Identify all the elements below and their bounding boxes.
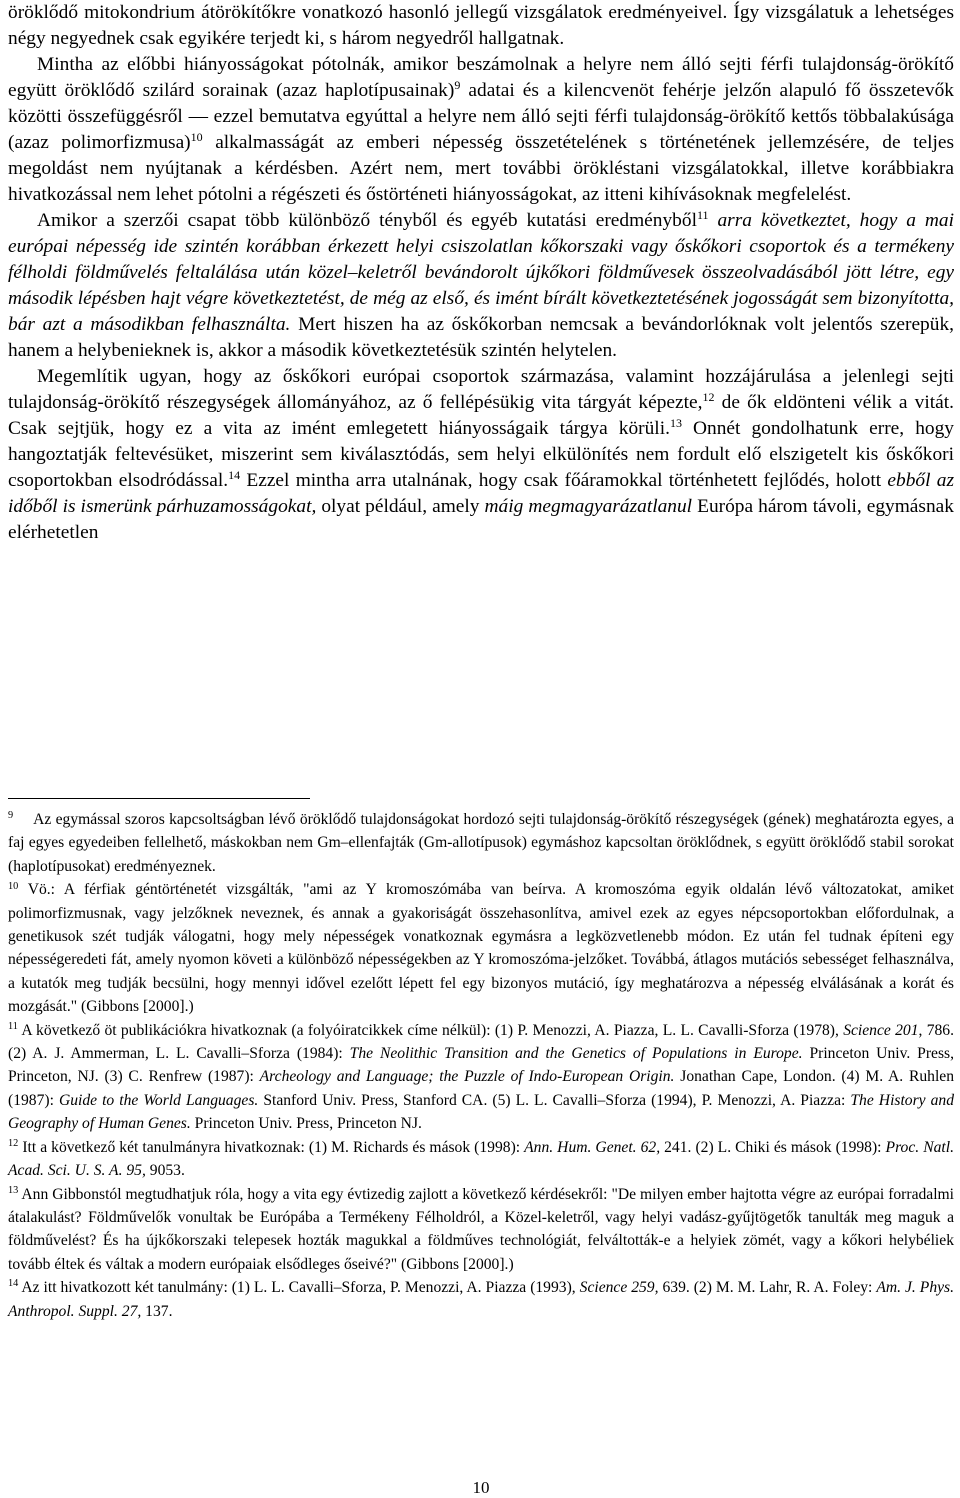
paragraph-4-text: Ezzel mintha arra utalnának, hogy csak főáramokkal történhetett fejlődés, holott [240, 470, 888, 491]
paragraph-4-text: olyat például, amely [316, 496, 485, 517]
paragraph-3-text: Mert hiszen ha az őskőkorban nemcsak a bevándorlóknak volt jelentős szerepük, hanem a helybenieknek is, akkor a második következtetésük szintén helytelen. [8, 314, 954, 361]
footnote-ref-13[interactable]: 13 [669, 416, 682, 431]
footnote-number: 12 [8, 1138, 19, 1150]
paragraph-4-text: Onnét gondolhatunk erre, hogy hangoztatják feltevésüket, miszerint sem kiválasztódás, sem helyi elkülönítés nem fordult elő elszigetelt kis őskőkori csoportokban elsodródással. [8, 418, 954, 491]
footnote-number: 11 [8, 1021, 18, 1032]
paragraph-2-text: Mintha az előbbi hiányosságokat pótolnák, amikor beszámolnak a helyre nem álló sejti férfi tulajdonság-örökítő együtt öröklődő szilárd sorainak (azaz haplotípusainak) [8, 54, 954, 101]
footnote-italic: The Neolithic Transition and the Genetics of Populations in Europe. [349, 1045, 803, 1063]
footnote-text: Az egymással szoros kapcsoltságban lévő öröklődő tulajdonságokat hordozó sejti tulajdonság-örökítő részegységek (gének) meghatározta egyes, a faj egyes egyedeiben fellelhető, máskokban nem Gm–ellenfajták (Gm-allotípusok) egymáshoz kapcsoltan öröklődnek, s együtt öröklődő stabil sorokat (haplotípusokat) eredményeznek. [8, 811, 954, 875]
footnote-text: Az itt hivatkozott két tanulmány: (1) L. L. Cavalli–Sforza, P. Menozzi, A. Piazza (1993), [18, 1279, 580, 1297]
footnote-text: 9053. [145, 1162, 185, 1180]
footnote-number: 9 [8, 810, 14, 822]
footnote-italic: Guide to the World Languages. [58, 1091, 259, 1109]
footnote-12 [8, 1136, 954, 1183]
document-page [8, 0, 955, 1497]
paragraph-3-text: Amikor a szerzői csapat több különböző tényből és egyéb kutatási eredményből [37, 210, 697, 231]
footnote-text: A következő öt publikációkra hivatkoznak (a folyóiratcikkek címe nélkül): (1) P. Menozzi, A. Piazza, L. L. Cavalli-Sforza (1978), [17, 1021, 844, 1039]
footnotes [8, 808, 954, 1323]
paragraph-2 [8, 52, 954, 208]
footnote-italic: Archeology and Language; the Puzzle of Indo-European Origin. [259, 1068, 675, 1086]
footnote-number: 10 [8, 880, 19, 892]
footnote-separator [8, 798, 310, 799]
footnote-italic: Science 201 [843, 1021, 919, 1039]
footnote-ref-12[interactable]: 12 [702, 390, 715, 405]
paragraph-4-italic: máig megmagyarázatlanul [484, 496, 693, 517]
footnote-text: Itt a következő két tanulmányra hivatkoznak: (1) M. Richards és mások (1998): [18, 1138, 525, 1156]
footnote-ref-14[interactable]: 14 [228, 468, 241, 483]
footnote-number: 14 [8, 1278, 19, 1290]
paragraph-3 [8, 208, 954, 364]
paragraph-2-text: ezzel bemutatva egyúttal a helyre nem álló sejti férfi tulajdonság-örökítő kettős többalakúsága (azaz polimorfizmusa) [8, 106, 954, 153]
paragraph-4-italic: ebből az időből is ismerünk párhuzamosságokat, [8, 470, 955, 517]
footnote-text: Jonathan Cape, London. (4) M. A. Ruhlen (1987): [8, 1068, 955, 1109]
footnote-italic: Science 259, [579, 1279, 659, 1297]
footnote-9 [8, 808, 954, 878]
footnote-text: Ann Gibbonstól megtudhatjuk róla, hogy a vita egy évtizedig zajlott a következő kérdésekről: "De milyen ember hajtotta végre az európai forradalmi átalakulást? Földművelők vonultak be Európába a Termékeny Félholdról, a Közel-keletről, vagy helyi vadász-gyűjtögetők tanulták meg maguk a földművelést? És ha újkőkorszaki telepesek hozták magukkal a földműves technológiát, felváltották-e a helyiek zömét, vagy a kőkori helybéliek tovább éltek és váltak a modern európaiak elsődleges őseivé?" (Gibbons [2000].) [8, 1185, 954, 1273]
footnote-text: Vö.: A férfiak géntörténetét vizsgálták, "ami az Y kromoszómába van beírva. A kromoszóma egyik oldalán lévő változatokat, amiket polimorfizmusnak, vagy jelzőknek neveznek, és annak a gyakoriságát összehasonlítva, amivel ezek az egyes népcsoportokban előfordulnak, a genetikusok szét tudják válogatni, hogy mely népességek vonatkoznak egymásra a legközvetlenebb módon. Ez után fel tudnak építeni egy népességeredeti fát, amely nyomon követi a különböző népességekben az Y kromoszóma-jelzőket. Továbbá, átlagos mutációs sebességet felhasználva, a kutatók meg tudják becsülni, hogy mennyi idővel ezelőtt lépett fel egy bizonyos mutáció, így meghatározva a népesség elválásának a korát és mozgását." (Gibbons [2000].) [8, 881, 954, 1016]
footnote-ref-10[interactable]: 10 [190, 130, 203, 145]
footnote-italic: Ann. Hum. Genet. 62, [524, 1138, 661, 1156]
paragraph-1-text: öröklődő mitokondrium átörökítőkre vonatkozó hasonló jellegű vizsgálatok eredményeivel. Így vizsgálatuk a lehetséges négy negyednek csak egyikére terjedt ki, s három negyedről hallgatnak. [8, 2, 954, 49]
paragraph-4 [8, 364, 954, 546]
em-dash: — [188, 106, 208, 127]
footnote-10 [8, 878, 954, 1018]
paragraph-4-text: Európa három távoli, egymásnak elérhetetlen [8, 496, 954, 543]
paragraph-4-text: de ők eldönteni vélik a vitát. Csak sejtjük, hogy ez a vita az imént emlegetett hiányosságaik tárgya körüli. [8, 392, 954, 439]
footnote-text: , 786. (2) A. J. Ammerman, L. L. Cavalli–Sforza (1984): [8, 1021, 954, 1063]
footnote-text: Stanford Univ. Press, Stanford CA. (5) L. L. Cavalli–Sforza (1994), P. Menozzi, A. Piazza: [258, 1091, 851, 1109]
footnote-italic: Am. J. Phys. Anthropol. Suppl. 27, [8, 1279, 955, 1320]
footnote-text: 639. (2) M. M. Lahr, R. A. Foley: [658, 1279, 877, 1297]
footnote-ref-9[interactable]: 9 [454, 78, 461, 93]
paragraph-3-italic: arra következtet, hogy a mai európai népesség ide szintén korábban érkezett helyi csiszolatlan kőkorszaki vagy őskőkori csoportok és a termékeny félholdi földművelés feltalálása után közel–keletről bevándorolt újkőkori földművesek összeolvadásából jött létre, egy második lépésben hajt végre következtetést, de még az első, és imént bírált következtetésének jogosságát sem bizonyította, bár azt a másodikban felhasználta. [8, 210, 954, 335]
footnote-ref-11[interactable]: 11 [696, 208, 709, 223]
footnote-14 [8, 1276, 954, 1323]
paragraph-4-text: Megemlítik ugyan, hogy az őskőkori európai csoportok származása, valamint hozzájárulása a jelenlegi sejti tulajdonság-örökítő részegységek állományához, az ő fellépésükig vita tárgyát képezte, [8, 366, 954, 413]
footnote-number: 13 [8, 1184, 19, 1196]
footnote-13 [8, 1183, 954, 1277]
footnote-text: 137. [141, 1302, 173, 1320]
main-text [8, 0, 954, 546]
page-number: 10 [472, 1478, 490, 1497]
footnote-text: Princeton Univ. Press, Princeton, NJ. (3) C. Renfrew (1987): [8, 1045, 954, 1086]
paragraph-1 [8, 0, 954, 52]
paragraph-2-text: adatai és a kilencvenöt fehérje jelzőn alapuló fő összetevők közötti összefüggésről [8, 80, 954, 127]
paragraph-2-text: alkalmasságát az emberi népesség összetételének s történetének jellemzésére, de teljes megoldást nem nyújtanak a kérdésben. Azért nem, mert további örökléstani vizsgálatokkal, illetve korábbiakra hivatkozással nem lehet pótolni a régészeti és őstörténeti hiányosságokat, az itteni kihívásoknak megfelelést. [8, 132, 954, 205]
footnote-text: 241. (2) L. Chiki és mások (1998): [660, 1138, 886, 1156]
footnote-italic: Proc. Natl. Acad. Sci. U. S. A. 95, [8, 1138, 954, 1180]
footnote-11 [8, 1019, 954, 1136]
footnote-text: Princeton Univ. Press, Princeton NJ. [190, 1115, 422, 1133]
footnote-italic: The History and Geography of Human Genes. [8, 1091, 955, 1133]
